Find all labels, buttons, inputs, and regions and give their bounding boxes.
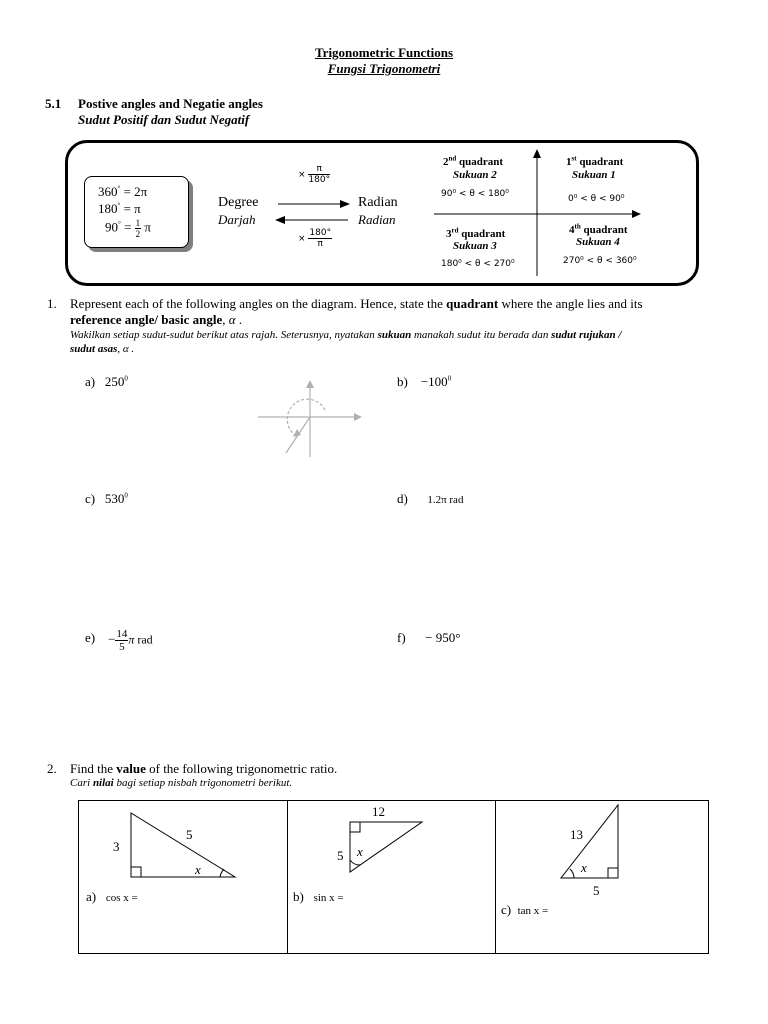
- triangle-a-shape: [131, 813, 235, 877]
- triangle-b-question: b) sin x =: [293, 889, 344, 904]
- half-denominator: 2: [135, 229, 141, 239]
- degree-360: 360: [98, 184, 118, 199]
- quadrant-1-title: 1st quadrant: [566, 154, 624, 168]
- x-axis-arrow: [632, 210, 641, 218]
- quadrant-4-title: 4th quadrant: [569, 222, 628, 236]
- part-c: c) $530^0$: [85, 491, 128, 506]
- triangle-b-angle-arc: [350, 860, 360, 865]
- page-title: Trigonometric Functions: [314, 45, 454, 60]
- question-1-malay-line-2: sudut asas, α .: [70, 343, 135, 355]
- conversion-row-360: 360° = 2π: [98, 184, 148, 199]
- quadrant-4-malay: Sukuan 4: [576, 236, 620, 248]
- factor-numerator: 180°: [309, 228, 332, 238]
- triangle-a-side-hyp: 5: [186, 827, 193, 842]
- degree-label-malay: Darjah: [218, 212, 256, 227]
- quadrant-1-malay: Sukuan 1: [572, 169, 616, 181]
- radian-label-malay: Radian: [358, 212, 396, 227]
- part-b: b) $-100^0$: [397, 374, 452, 389]
- arrow-right-head: [340, 200, 350, 208]
- quadrant-3-range: 180⁰ < θ < 270⁰: [441, 259, 515, 269]
- triangle-c-side-hyp: 13: [570, 827, 583, 842]
- table-divider-2: [495, 800, 496, 954]
- triangle-c-side-bottom: 5: [593, 883, 600, 898]
- question-1-number: 1.: [47, 296, 57, 311]
- triangle-c-angle: x: [581, 860, 587, 875]
- quadrant-2-malay: Sukuan 2: [453, 169, 497, 181]
- triangle-b-right-angle: [350, 822, 360, 832]
- part-e-value: − $\frac{14}{5}$ π rad: [108, 628, 153, 653]
- factor-denominator: 180°: [308, 175, 331, 185]
- times-sign: ×: [298, 170, 306, 180]
- question-2-number: 2.: [47, 761, 57, 776]
- question-1-line-1: Represent each of the following angles on the diagram. Hence, state the quadrant where the angle lies and its: [70, 296, 643, 311]
- arrow-left-head: [275, 216, 285, 224]
- triangle-b-angle: x: [357, 844, 363, 859]
- equals-sign: =: [124, 219, 132, 235]
- diagram-x-arrow: [354, 413, 362, 421]
- triangle-a-angle: x: [195, 862, 201, 877]
- diagram-y-arrow: [306, 380, 314, 388]
- part-e-label: e): [85, 630, 96, 645]
- page-title-malay: Fungsi Trigonometri: [327, 61, 441, 76]
- radian-label: Radian: [358, 195, 398, 210]
- e-denominator: 5: [119, 641, 125, 653]
- table-divider-1: [287, 800, 288, 954]
- question-1-malay-line-1: Wakilkan setiap sudut-sudut berikut atas rajah. Seterusnya, nyatakan sukuan manakah sudut itu berada dan sudut rujukan /: [70, 329, 622, 341]
- triangle-b-side-left: 5: [337, 848, 344, 863]
- triangle-c-angle-arc: [570, 869, 574, 878]
- triangle-a-side-left: 3: [113, 839, 120, 854]
- section-title-malay: Sudut Positif dan Sudut Negatif: [78, 112, 250, 127]
- quadrant-3-title: 3rd quadrant: [446, 226, 506, 240]
- part-f: f) − 950°: [397, 630, 461, 645]
- question-2-malay: Cari nilai bagi setiap nisbah trigonometri berikut.: [70, 777, 293, 789]
- factor-denominator: π: [317, 239, 323, 249]
- factor-numerator: π: [308, 164, 330, 175]
- equals-pi: = π: [123, 201, 141, 216]
- y-axis-arrow: [533, 149, 541, 158]
- equals-2pi: = 2π: [123, 184, 148, 199]
- triangle-c: [555, 800, 625, 882]
- question-1-line-2: reference angle/ basic angle, α .: [70, 312, 243, 327]
- degree-label: Degree: [218, 195, 259, 210]
- conversion-arrows: [270, 196, 360, 226]
- to-degree-factor: [298, 228, 332, 249]
- quadrant-1-range: 0⁰ < θ < 90⁰: [568, 194, 625, 204]
- triangle-a-angle-arc: [220, 869, 224, 877]
- triangle-c-question: c) tan x =: [501, 902, 549, 917]
- triangle-c-right-angle: [608, 868, 618, 878]
- quadrant-3-malay: Sukuan 3: [453, 240, 497, 252]
- conversion-row-180: 180° = π: [98, 201, 141, 216]
- section-number: 5.1: [45, 96, 62, 111]
- quadrant-2-title: 2nd quadrant: [443, 154, 504, 168]
- to-radian-factor: [298, 164, 330, 185]
- pi-symbol: π: [144, 219, 151, 235]
- sample-angle-diagram: [255, 375, 365, 460]
- degree-180: 180: [98, 201, 118, 216]
- question-2-line-1: Find the value of the following trigonometric ratio.: [70, 761, 338, 776]
- half-numerator: 1: [135, 218, 141, 228]
- section-title: Postive angles and Negatie angles: [78, 96, 263, 111]
- part-a: a) $250^0$: [85, 374, 128, 389]
- triangle-a: [120, 805, 245, 885]
- part-d: d) 1.2π rad: [397, 491, 464, 506]
- quadrant-4-range: 270⁰ < θ < 360⁰: [563, 256, 637, 266]
- e-numerator: 14: [116, 628, 128, 640]
- triangle-a-question: a) cos x =: [86, 889, 138, 904]
- conversion-row-90: 90° = $\frac{1}{2}$ π: [105, 218, 151, 239]
- times-sign: ×: [298, 234, 306, 244]
- triangle-b-side-top: 12: [372, 804, 385, 819]
- quadrant-2-range: 90⁰ < θ < 180⁰: [441, 189, 509, 199]
- degree-90: 90: [105, 219, 118, 235]
- triangle-a-right-angle: [131, 867, 141, 877]
